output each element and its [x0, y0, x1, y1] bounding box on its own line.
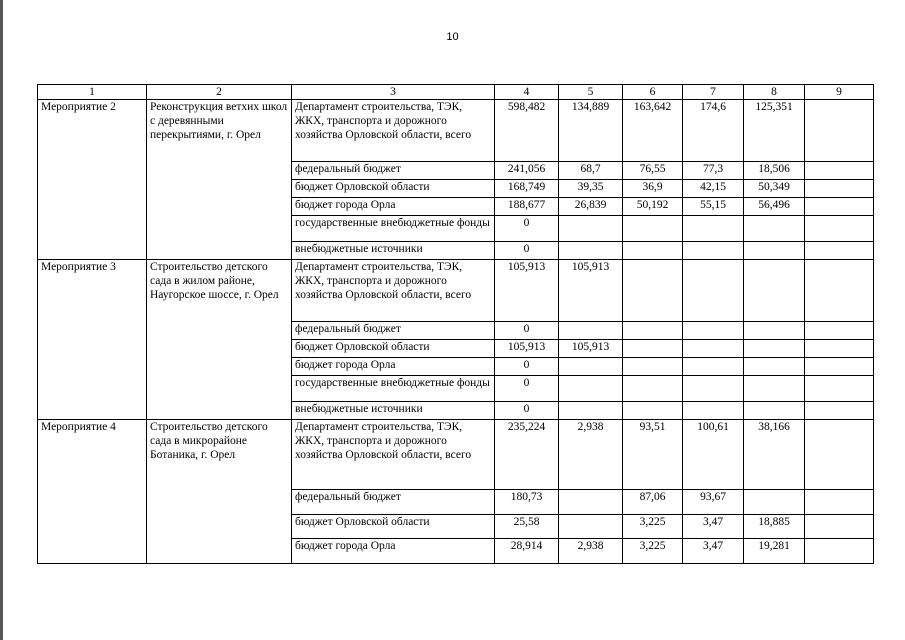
- value-cell: [805, 198, 874, 216]
- value-cell: [805, 358, 874, 376]
- value-cell: [623, 376, 683, 402]
- value-cell: [744, 242, 805, 260]
- value-cell: 19,281: [744, 539, 805, 564]
- value-cell: [744, 260, 805, 322]
- funding-source-total: Департамент строительства, ТЭК, ЖКХ, транспорта и дорожного хозяйства Орловской области, всего: [292, 100, 495, 162]
- value-cell: [559, 322, 623, 340]
- value-cell: 3,225: [623, 539, 683, 564]
- funding-source-total: Департамент строительства, ТЭК, ЖКХ, транспорта и дорожного хозяйства Орловской области, всего: [292, 260, 495, 322]
- page-number: 10: [446, 31, 459, 43]
- value-cell: 50,192: [623, 198, 683, 216]
- value-cell: 42,15: [683, 180, 744, 198]
- value-cell: 0: [495, 322, 559, 340]
- value-cell: [805, 180, 874, 198]
- value-cell: [744, 402, 805, 420]
- value-cell: [683, 242, 744, 260]
- value-cell: 0: [495, 402, 559, 420]
- value-cell: [744, 340, 805, 358]
- value-cell: [623, 340, 683, 358]
- page-left-edge: [0, 0, 3, 640]
- value-cell: 180,73: [495, 490, 559, 515]
- value-cell: 93,51: [623, 420, 683, 490]
- value-cell: [683, 358, 744, 376]
- value-cell: [805, 539, 874, 564]
- value-cell: [683, 402, 744, 420]
- funding-source: государственные внебюджетные фонды: [292, 216, 495, 242]
- measure-object: Реконструкция ветхих школ с деревянными перекрытиями, г. Орел: [147, 100, 292, 260]
- value-cell: [623, 216, 683, 242]
- value-cell: [559, 358, 623, 376]
- value-cell: 134,889: [559, 100, 623, 162]
- column-header: 5: [559, 85, 623, 100]
- header-row: [38, 85, 874, 100]
- value-cell: [744, 216, 805, 242]
- value-cell: 77,3: [683, 162, 744, 180]
- funding-source: бюджет Орловской области: [292, 340, 495, 358]
- measure-name: Мероприятие 3: [38, 260, 147, 420]
- funding-source: внебюджетные источники: [292, 242, 495, 260]
- value-cell: 18,885: [744, 515, 805, 539]
- value-cell: [623, 402, 683, 420]
- table-row: [38, 100, 874, 162]
- measure-name: Мероприятие 4: [38, 420, 147, 564]
- value-cell: [559, 376, 623, 402]
- value-cell: 3,47: [683, 539, 744, 564]
- value-cell: 241,056: [495, 162, 559, 180]
- value-cell: 36,9: [623, 180, 683, 198]
- budget-table: [37, 84, 874, 564]
- value-cell: 105,913: [559, 260, 623, 322]
- funding-source: бюджет города Орла: [292, 539, 495, 564]
- value-cell: [744, 490, 805, 515]
- value-cell: 598,482: [495, 100, 559, 162]
- column-header: 2: [147, 85, 292, 100]
- value-cell: 105,913: [495, 340, 559, 358]
- funding-source: бюджет города Орла: [292, 358, 495, 376]
- value-cell: [744, 358, 805, 376]
- column-header: 3: [292, 85, 495, 100]
- column-header: 8: [744, 85, 805, 100]
- value-cell: 93,67: [683, 490, 744, 515]
- value-cell: 0: [495, 358, 559, 376]
- value-cell: 87,06: [623, 490, 683, 515]
- value-cell: 0: [495, 376, 559, 402]
- value-cell: 76,55: [623, 162, 683, 180]
- value-cell: [805, 340, 874, 358]
- funding-source: бюджет Орловской области: [292, 180, 495, 198]
- value-cell: 68,7: [559, 162, 623, 180]
- value-cell: 3,225: [623, 515, 683, 539]
- value-cell: [805, 490, 874, 515]
- table-row: [38, 420, 874, 490]
- value-cell: [805, 322, 874, 340]
- funding-source: бюджет города Орла: [292, 198, 495, 216]
- value-cell: [805, 100, 874, 162]
- value-cell: [805, 515, 874, 539]
- funding-source: федеральный бюджет: [292, 490, 495, 515]
- value-cell: 125,351: [744, 100, 805, 162]
- column-header: 9: [805, 85, 874, 100]
- funding-source: бюджет Орловской области: [292, 515, 495, 539]
- value-cell: 163,642: [623, 100, 683, 162]
- measure-object: Строительство детского сада в жилом районе, Наугорское шоссе, г. Орел: [147, 260, 292, 420]
- value-cell: [559, 402, 623, 420]
- funding-source: федеральный бюджет: [292, 322, 495, 340]
- value-cell: [623, 358, 683, 376]
- funding-source: внебюджетные источники: [292, 402, 495, 420]
- value-cell: 0: [495, 242, 559, 260]
- column-header: 6: [623, 85, 683, 100]
- value-cell: [683, 260, 744, 322]
- value-cell: 105,913: [559, 340, 623, 358]
- value-cell: [559, 242, 623, 260]
- funding-source: федеральный бюджет: [292, 162, 495, 180]
- value-cell: 3,47: [683, 515, 744, 539]
- funding-source: государственные внебюджетные фонды: [292, 376, 495, 402]
- value-cell: [623, 322, 683, 340]
- measure-object: Строительство детского сада в микрорайоне Ботаника, г. Орел: [147, 420, 292, 564]
- value-cell: [683, 376, 744, 402]
- column-header: 7: [683, 85, 744, 100]
- value-cell: 2,938: [559, 539, 623, 564]
- value-cell: [559, 490, 623, 515]
- value-cell: 55,15: [683, 198, 744, 216]
- value-cell: 50,349: [744, 180, 805, 198]
- value-cell: [805, 260, 874, 322]
- funding-source-total: Департамент строительства, ТЭК, ЖКХ, транспорта и дорожного хозяйства Орловской области, всего: [292, 420, 495, 490]
- value-cell: 105,913: [495, 260, 559, 322]
- value-cell: 38,166: [744, 420, 805, 490]
- value-cell: [805, 376, 874, 402]
- value-cell: 0: [495, 216, 559, 242]
- value-cell: 188,677: [495, 198, 559, 216]
- value-cell: 235,224: [495, 420, 559, 490]
- value-cell: [683, 216, 744, 242]
- value-cell: [805, 242, 874, 260]
- value-cell: 26,839: [559, 198, 623, 216]
- value-cell: [744, 376, 805, 402]
- value-cell: [683, 340, 744, 358]
- value-cell: [559, 216, 623, 242]
- value-cell: [805, 162, 874, 180]
- value-cell: [805, 402, 874, 420]
- value-cell: 2,938: [559, 420, 623, 490]
- column-header: 1: [38, 85, 147, 100]
- value-cell: [683, 322, 744, 340]
- table-body: [38, 100, 874, 564]
- value-cell: [559, 515, 623, 539]
- value-cell: 25,58: [495, 515, 559, 539]
- column-header: 4: [495, 85, 559, 100]
- value-cell: 56,496: [744, 198, 805, 216]
- value-cell: 100,61: [683, 420, 744, 490]
- table-row: [38, 260, 874, 322]
- value-cell: 28,914: [495, 539, 559, 564]
- value-cell: 168,749: [495, 180, 559, 198]
- value-cell: [805, 420, 874, 490]
- value-cell: 174,6: [683, 100, 744, 162]
- measure-name: Мероприятие 2: [38, 100, 147, 260]
- value-cell: [805, 216, 874, 242]
- value-cell: [623, 260, 683, 322]
- value-cell: [623, 242, 683, 260]
- value-cell: [744, 322, 805, 340]
- value-cell: 39,35: [559, 180, 623, 198]
- value-cell: 18,506: [744, 162, 805, 180]
